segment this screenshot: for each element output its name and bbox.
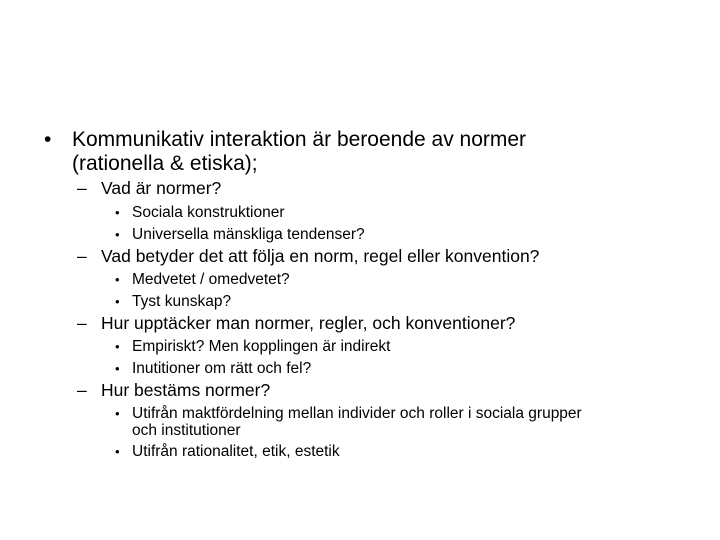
sub-item-3-2: [115, 360, 672, 377]
sub-item-text: Medvetet / omedvetet?: [132, 271, 290, 288]
dash-icon: –: [77, 313, 87, 333]
sub-item-text: Inutitioner om rätt och fel?: [132, 360, 312, 377]
sub-item-2-1: [115, 271, 672, 288]
dash-icon: –: [77, 246, 87, 266]
bullet-dot-icon: •: [115, 272, 120, 287]
sub-item-4-1: [115, 405, 672, 422]
dash-icon: –: [77, 178, 87, 198]
sub-heading-4-text: Hur bestäms normer?: [101, 380, 271, 400]
bullet-dot-icon: •: [115, 361, 120, 376]
sub-item-4-2: [115, 443, 672, 460]
sub-heading-3-text: Hur upptäcker man normer, regler, och konventioner?: [101, 313, 516, 333]
sub-heading-1: [77, 178, 681, 199]
sub-item-2-2: [115, 293, 672, 310]
main-bullet: [44, 128, 664, 176]
bullet-dot-icon: •: [115, 339, 120, 354]
sub-item-text: Universella mänskliga tendenser?: [132, 226, 365, 243]
main-bullet-line1: Kommunikativ interaktion är beroende av normer: [72, 128, 527, 151]
sub-heading-1-text: Vad är normer?: [101, 178, 222, 198]
sub-item-text: Empiriskt? Men kopplingen är indirekt: [132, 338, 391, 355]
sub-item-text: Tyst kunskap?: [132, 293, 232, 310]
bullet-dot-icon: •: [115, 444, 120, 459]
main-bullet-line2: (rationella & etiska);: [72, 152, 258, 175]
sub-item-4-1-cont: [132, 422, 672, 439]
sub-item-text: Utifrån rationalitet, etik, estetik: [132, 443, 340, 460]
sub-item-text: Sociala konstruktioner: [132, 204, 285, 221]
sub-heading-2: [77, 246, 681, 267]
sub-item-text: Utifrån maktfördelning mellan individer och roller i sociala grupper: [132, 405, 582, 422]
sub-item-text: och institutioner: [132, 422, 241, 439]
sub-heading-4: [77, 380, 681, 401]
dash-icon: –: [77, 380, 87, 400]
bullet-dot-icon: •: [115, 227, 120, 242]
sub-item-1-1: [115, 204, 672, 221]
sub-item-3-1: [115, 338, 672, 355]
sub-heading-2-text: Vad betyder det att följa en norm, regel eller konvention?: [101, 246, 540, 266]
bullet-dot-icon: •: [115, 205, 120, 220]
bullet-dot-icon: •: [44, 128, 52, 151]
sub-item-1-2: [115, 226, 672, 243]
bullet-dot-icon: •: [115, 406, 120, 421]
sub-heading-3: [77, 313, 681, 334]
bullet-dot-icon: •: [115, 294, 120, 309]
